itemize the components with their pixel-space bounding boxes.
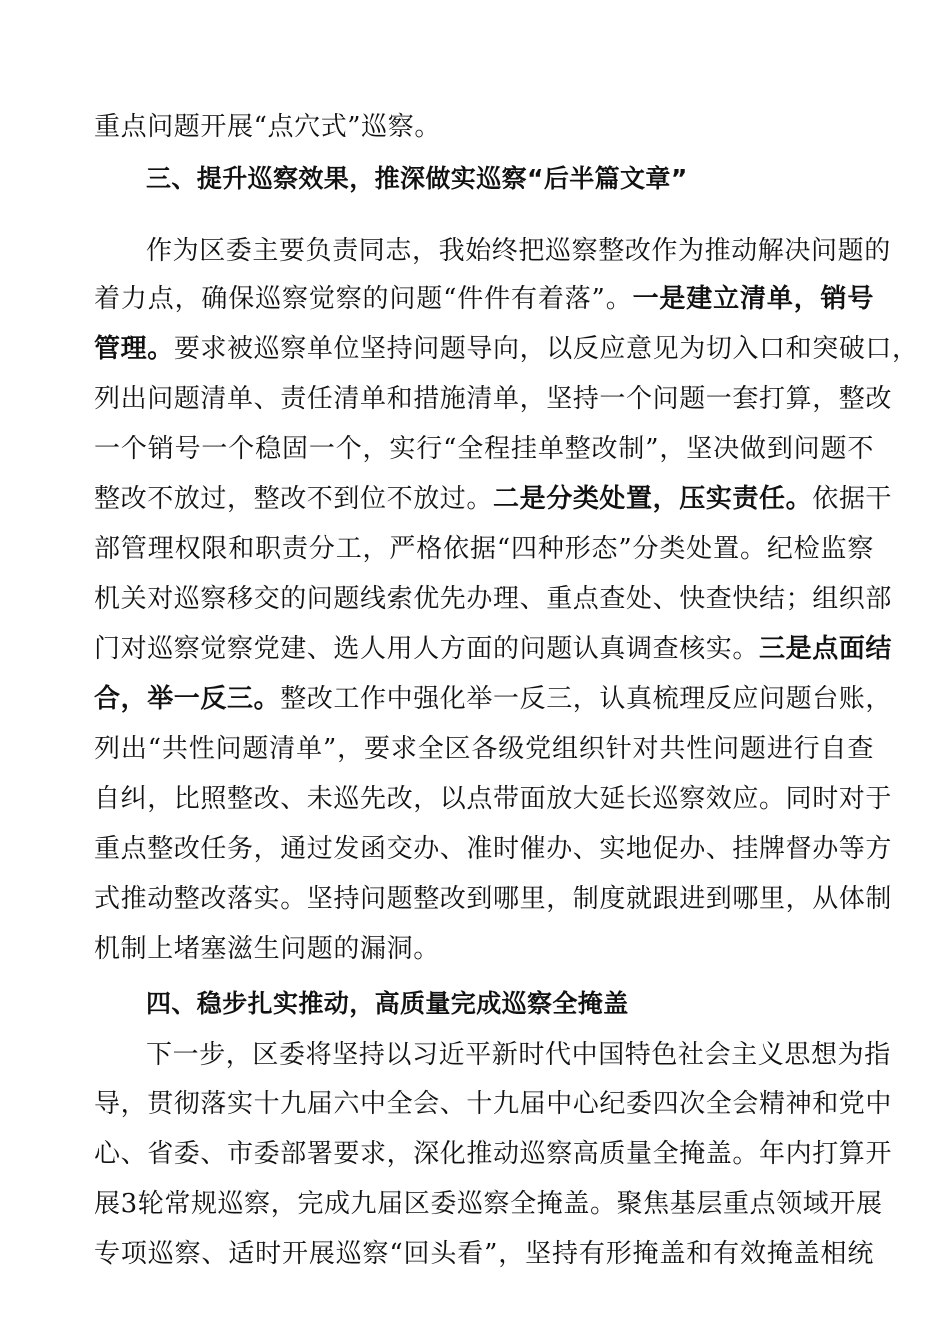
text-run: 自纠，比照整改、未巡先改，以点带面放大延长巡察效应。同时对于 (94, 784, 893, 814)
paragraph-line (146, 225, 891, 277)
text-run: 门对巡察觉察党建、选人用人方面的问题认真调查核实。 (94, 634, 760, 664)
section-heading-3 (146, 153, 874, 205)
paragraph-line (94, 273, 874, 325)
text-run: 心、省委、市委部署要求，深化推动巡察高质量全掩盖。年内打算开 (94, 1139, 893, 1169)
paragraph-line (94, 373, 893, 425)
heading-text: 三、提升巡察效果，推深做实巡察“后半篇文章” (146, 164, 688, 193)
paragraph-line (94, 823, 893, 875)
text-run: 机关对巡察移交的问题线索优先办理、重点查处、快查快结；组织部 (94, 584, 893, 614)
text-run: 展3轮常规巡察，完成九届区委巡察全掩盖。聚焦基层重点领域开展 (94, 1189, 883, 1219)
bold-run: 一是建立清单，销号 (632, 284, 875, 314)
bold-run: 合，举一反三。 (94, 684, 281, 714)
text-run: 作为区委主要负责同志，我始终把巡察整改作为推动解决问题的 (146, 236, 891, 266)
text-run: 重点整改任务，通过发函交办、准时催办、实地促办、挂牌督办等方 (94, 834, 893, 864)
text-run: 要求被巡察单位坚持问题导向，以反应意见为切入口和突破口， (173, 334, 919, 364)
text-run: 整改不放过，整改不到位不放过。 (94, 484, 494, 514)
text-run: 下一步，区委将坚持以习近平新时代中国特色社会主义思想为指 (146, 1040, 891, 1070)
paragraph-line (94, 523, 874, 575)
text-run: 重点问题开展“点穴式”巡察。 (94, 112, 441, 142)
text-run: 列出问题清单、责任清单和措施清单，坚持一个问题一套打算，整改 (94, 384, 893, 414)
bold-run: 三是点面结 (759, 634, 893, 664)
paragraph-line (94, 1078, 893, 1130)
paragraph-line (146, 1029, 891, 1081)
text-run: 机制上堵塞滋生问题的漏洞。 (94, 934, 440, 964)
paragraph-line (94, 873, 893, 925)
text-run: 着力点，确保巡察觉察的问题“件件有着落”。 (94, 284, 633, 314)
paragraph-line (94, 323, 919, 375)
text-run: 列出“共性问题清单”，要求全区各级党组织针对共性问题进行自查 (94, 734, 874, 764)
text-run: 导，贯彻落实十九届六中全会、十九届中心纪委四次全会精神和党中 (94, 1089, 893, 1119)
paragraph-line (94, 923, 874, 975)
text-run: 部管理权限和职责分工，严格依据“四种形态”分类处置。纪检监察 (94, 534, 874, 564)
paragraph-line (94, 623, 893, 675)
text-run: 式推动整改落实。坚持问题整改到哪里，制度就跟进到哪里，从体制 (94, 884, 893, 914)
paragraph-line (94, 673, 893, 725)
heading-text: 四、稳步扎实推动，高质量完成巡察全掩盖 (146, 989, 629, 1018)
paragraph-line (94, 573, 893, 625)
paragraph-line (94, 1128, 893, 1180)
text-run: 整改工作中强化举一反三，认真梳理反应问题台账， (280, 684, 893, 714)
paragraph-line (94, 473, 893, 525)
paragraph-line (94, 1228, 874, 1280)
paragraph-line (94, 101, 874, 153)
text-run: 依据干 (812, 484, 893, 514)
section-heading-4 (146, 978, 874, 1030)
paragraph-line (94, 423, 874, 475)
paragraph-line (94, 723, 874, 775)
paragraph-line (94, 773, 893, 825)
bold-run: 管理。 (94, 334, 174, 364)
paragraph-line (94, 1178, 883, 1230)
text-run: 一个销号一个稳固一个，实行“全程挂单整改制”，坚决做到问题不 (94, 434, 874, 464)
text-run: 专项巡察、适时开展巡察“回头看”，坚持有形掩盖和有效掩盖相统 (94, 1239, 874, 1269)
bold-run: 二是分类处置，压实责任。 (493, 484, 813, 514)
